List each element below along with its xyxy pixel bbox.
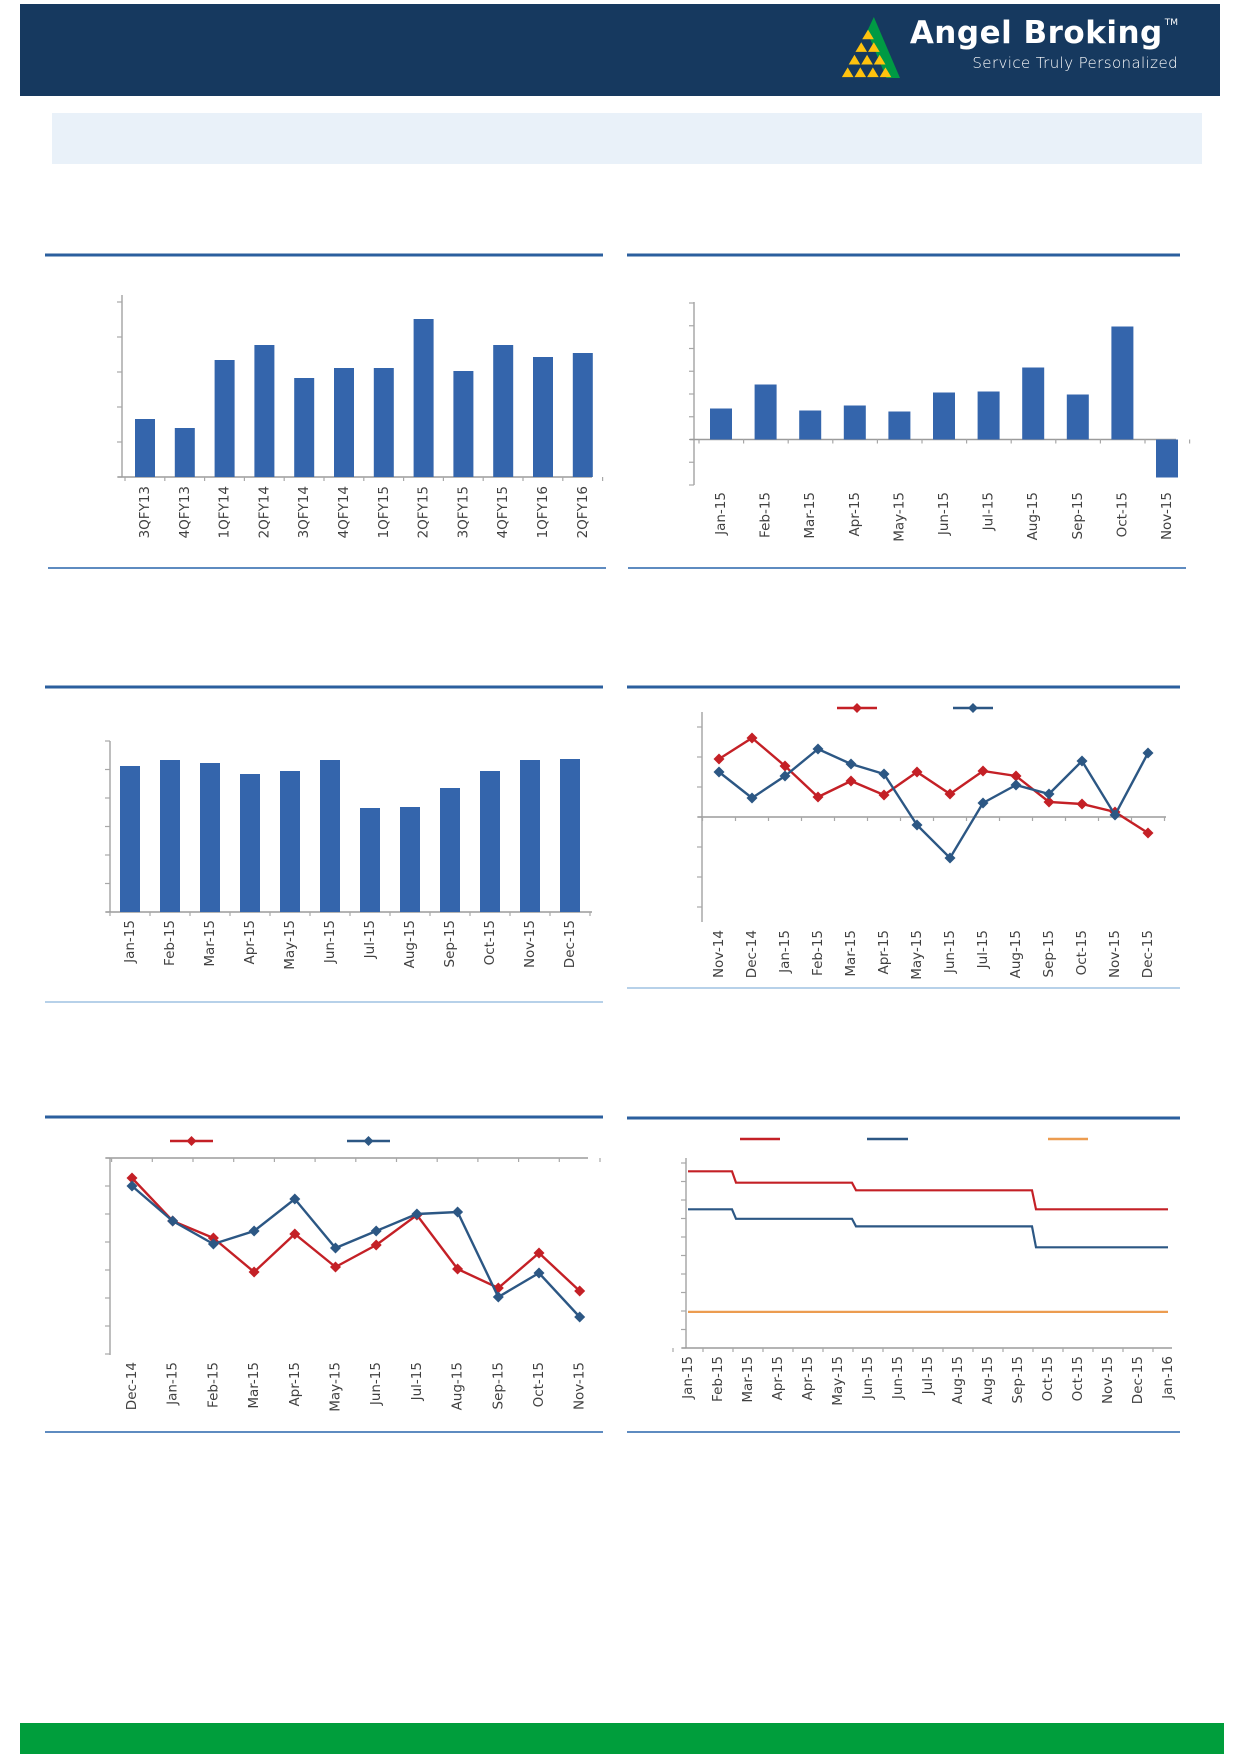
x-axis-label: 2QFY14: [256, 486, 273, 539]
header-bar: [20, 4, 1220, 96]
x-axis-label: Jan-16: [1160, 1356, 1176, 1399]
x-axis-label: Jun-15: [368, 1362, 385, 1406]
x-axis-label: Dec-15: [562, 920, 578, 969]
legend-swatch-diamond: [968, 703, 978, 713]
x-axis-label: Jan-15: [777, 930, 793, 973]
bar-2QFY15: [414, 319, 434, 477]
x-axis-label: Jul-15: [362, 920, 378, 959]
x-axis-label: Sep-15: [1069, 492, 1086, 540]
chart-two-line-monthly: [620, 680, 1200, 1024]
x-axis-label: Apr-15: [242, 920, 258, 965]
bar-Oct-15: [1111, 327, 1133, 440]
x-axis-label: Nov-15: [571, 1362, 588, 1411]
x-axis-label: Aug-15: [980, 1356, 996, 1405]
x-axis-label: 4QFY15: [495, 486, 512, 539]
x-axis-label: Oct-15: [1070, 1356, 1086, 1402]
chart-svg-quarterly-bar: [40, 240, 610, 580]
x-axis-label: Apr-15: [286, 1362, 303, 1407]
bar-Feb-15: [755, 385, 777, 440]
chart-svg-monthly-bar: [40, 680, 610, 1020]
x-axis-label: Jun-15: [860, 1356, 876, 1400]
bar-Apr-15: [844, 406, 866, 440]
data-point-diamond: [371, 1226, 382, 1237]
x-axis-label: Aug-15: [1008, 930, 1024, 979]
logo-pyramid-icon: [838, 16, 900, 80]
x-axis-label: 1QFY14: [216, 486, 233, 539]
bar-May-15: [888, 412, 910, 440]
bar-3QFY13: [135, 419, 155, 477]
brand-tagline: Service Truly Personalized: [972, 54, 1178, 73]
x-axis-label: Mar-15: [843, 930, 859, 977]
x-axis-label: Sep-15: [490, 1362, 507, 1410]
x-axis-label: Jan-15: [680, 1356, 696, 1399]
chart-quarterly-bar: [40, 240, 610, 584]
x-axis-label: May-15: [891, 492, 908, 542]
x-axis-label: Mar-15: [246, 1362, 263, 1409]
bar-Nov-15: [520, 760, 540, 912]
x-axis-label: Jul-15: [980, 492, 997, 531]
x-axis-label: Oct-15: [1114, 492, 1131, 538]
x-axis-label: Jun-15: [322, 920, 338, 964]
chart-monthly-bar-posneg: [620, 240, 1200, 584]
x-axis-label: Jan-15: [122, 920, 138, 963]
chart-two-line-negative: [40, 1110, 610, 1454]
x-axis-label: Sep-15: [1010, 1356, 1026, 1404]
x-axis-label: Nov-15: [522, 920, 538, 969]
bar-Sep-15: [1067, 395, 1089, 440]
x-axis-label: Apr-15: [876, 930, 892, 975]
bar-Dec-15: [560, 759, 580, 912]
x-axis-label: Sep-15: [1041, 930, 1057, 978]
legend-swatch-diamond: [187, 1136, 197, 1146]
x-axis-label: 4QFY14: [336, 486, 352, 539]
line-series: [132, 1178, 580, 1291]
x-axis-label: Dec-15: [1130, 1356, 1146, 1405]
x-axis-label: Oct-15: [1040, 1356, 1056, 1402]
x-axis-label: Jun-15: [890, 1356, 906, 1400]
bar-4QFY15: [493, 345, 513, 477]
trademark-mark: TM: [1164, 18, 1178, 28]
x-axis-label: 2QFY15: [415, 486, 432, 539]
x-axis-label: Aug-15: [950, 1356, 966, 1405]
line-series: [132, 1186, 580, 1317]
bar-Jul-15: [360, 808, 380, 912]
x-axis-label: Nov-14: [711, 930, 727, 979]
bar-2QFY16: [573, 353, 593, 477]
chart-three-step-lines: [620, 1110, 1200, 1454]
bar-4QFY13: [175, 428, 195, 477]
bar-Sep-15: [440, 788, 460, 912]
bar-1QFY15: [374, 368, 394, 477]
data-point-diamond: [493, 1292, 504, 1303]
x-axis-label: Jul-15: [975, 930, 991, 969]
brand-name: Angel Broking: [909, 15, 1163, 51]
chart-svg-monthly-bar-posneg: [620, 240, 1200, 580]
bar-Jun-15: [320, 760, 340, 912]
x-axis-label: 1QFY16: [535, 486, 551, 539]
x-axis-label: 2QFY16: [574, 486, 591, 539]
angel-broking-logo: [838, 16, 1178, 80]
x-axis-label: Nov-15: [1159, 492, 1175, 541]
x-axis-label: Jul-15: [920, 1356, 936, 1395]
bar-Oct-15: [480, 771, 500, 912]
x-axis-label: Feb-15: [810, 930, 826, 976]
bar-Jul-15: [978, 392, 1000, 440]
x-axis-label: Oct-15: [531, 1362, 547, 1408]
x-axis-label: Dec-15: [1140, 930, 1156, 979]
step-series: [688, 1171, 1168, 1209]
x-axis-label: Aug-15: [402, 920, 418, 969]
x-axis-label: Jul-15: [408, 1362, 425, 1401]
bar-Jan-15: [710, 409, 732, 440]
legend-swatch-diamond: [852, 703, 862, 713]
chart-svg-two-line-negative: [40, 1110, 610, 1450]
bar-1QFY16: [533, 357, 553, 477]
x-axis-label: Oct-15: [1074, 930, 1090, 976]
x-axis-label: Apr-15: [846, 492, 863, 537]
x-axis-label: Apr-15: [770, 1356, 786, 1401]
bar-Aug-15: [400, 807, 420, 912]
x-axis-label: May-15: [282, 920, 298, 970]
bar-Mar-15: [200, 763, 220, 912]
data-point-diamond: [452, 1207, 463, 1218]
x-axis-label: Mar-15: [202, 920, 218, 967]
bar-Jun-15: [933, 393, 955, 440]
bar-Jan-15: [120, 766, 140, 912]
x-axis-label: May-15: [327, 1362, 344, 1412]
x-axis-label: Aug-15: [1025, 492, 1042, 541]
legend-swatch-diamond: [364, 1136, 374, 1146]
bar-Feb-15: [160, 760, 180, 912]
x-axis-label: Feb-15: [710, 1356, 726, 1402]
x-axis-label: Nov-15: [1100, 1356, 1116, 1405]
x-axis-label: Jun-15: [942, 930, 958, 974]
bar-Aug-15: [1022, 368, 1044, 440]
bar-3QFY14: [294, 378, 314, 477]
x-axis-label: Jun-15: [936, 492, 952, 536]
x-axis-label: Apr-15: [800, 1356, 816, 1401]
x-axis-label: Oct-15: [482, 920, 498, 966]
bar-4QFY14: [334, 368, 354, 477]
x-axis-label: Jan-15: [164, 1362, 181, 1405]
data-point-diamond: [1011, 780, 1022, 791]
footer-bar: [20, 1723, 1224, 1754]
bar-Apr-15: [240, 774, 260, 912]
x-axis-label: Mar-15: [802, 492, 819, 539]
x-axis-label: Nov-15: [1107, 930, 1123, 979]
x-axis-label: Feb-15: [757, 492, 774, 538]
data-point-diamond: [978, 798, 989, 809]
bar-2QFY14: [254, 345, 274, 477]
x-axis-label: Aug-15: [449, 1362, 466, 1411]
x-axis-label: 3QFY13: [137, 486, 153, 539]
x-axis-label: 3QFY14: [296, 486, 313, 539]
data-point-diamond: [1077, 799, 1088, 810]
step-series: [688, 1209, 1168, 1247]
x-axis-label: Feb-15: [205, 1362, 222, 1408]
x-axis-label: May-15: [909, 930, 925, 980]
data-point-diamond: [846, 759, 857, 770]
bar-Nov-15: [1156, 440, 1178, 478]
chart-monthly-bar: [40, 680, 610, 1024]
x-axis-label: Feb-15: [162, 920, 178, 966]
x-axis-label: Mar-15: [740, 1356, 756, 1403]
data-point-diamond: [1143, 748, 1154, 759]
chart-svg-two-line-monthly: [620, 680, 1200, 1020]
x-axis-label: Dec-14: [124, 1362, 140, 1411]
x-axis-label: May-15: [830, 1356, 846, 1406]
x-axis-label: Sep-15: [442, 920, 458, 968]
bar-Mar-15: [799, 411, 821, 440]
report-title-band: [52, 113, 1202, 164]
x-axis-label: Jan-15: [713, 492, 729, 535]
bar-3QFY15: [453, 371, 473, 477]
data-point-diamond: [846, 776, 857, 787]
x-axis-label: 4QFY13: [176, 486, 193, 539]
chart-svg-three-step-lines: [620, 1110, 1200, 1450]
x-axis-label: 3QFY15: [455, 486, 472, 539]
bar-May-15: [280, 771, 300, 912]
x-axis-label: Dec-14: [744, 930, 760, 979]
bar-1QFY14: [215, 360, 235, 477]
x-axis-label: 1QFY15: [375, 486, 392, 539]
